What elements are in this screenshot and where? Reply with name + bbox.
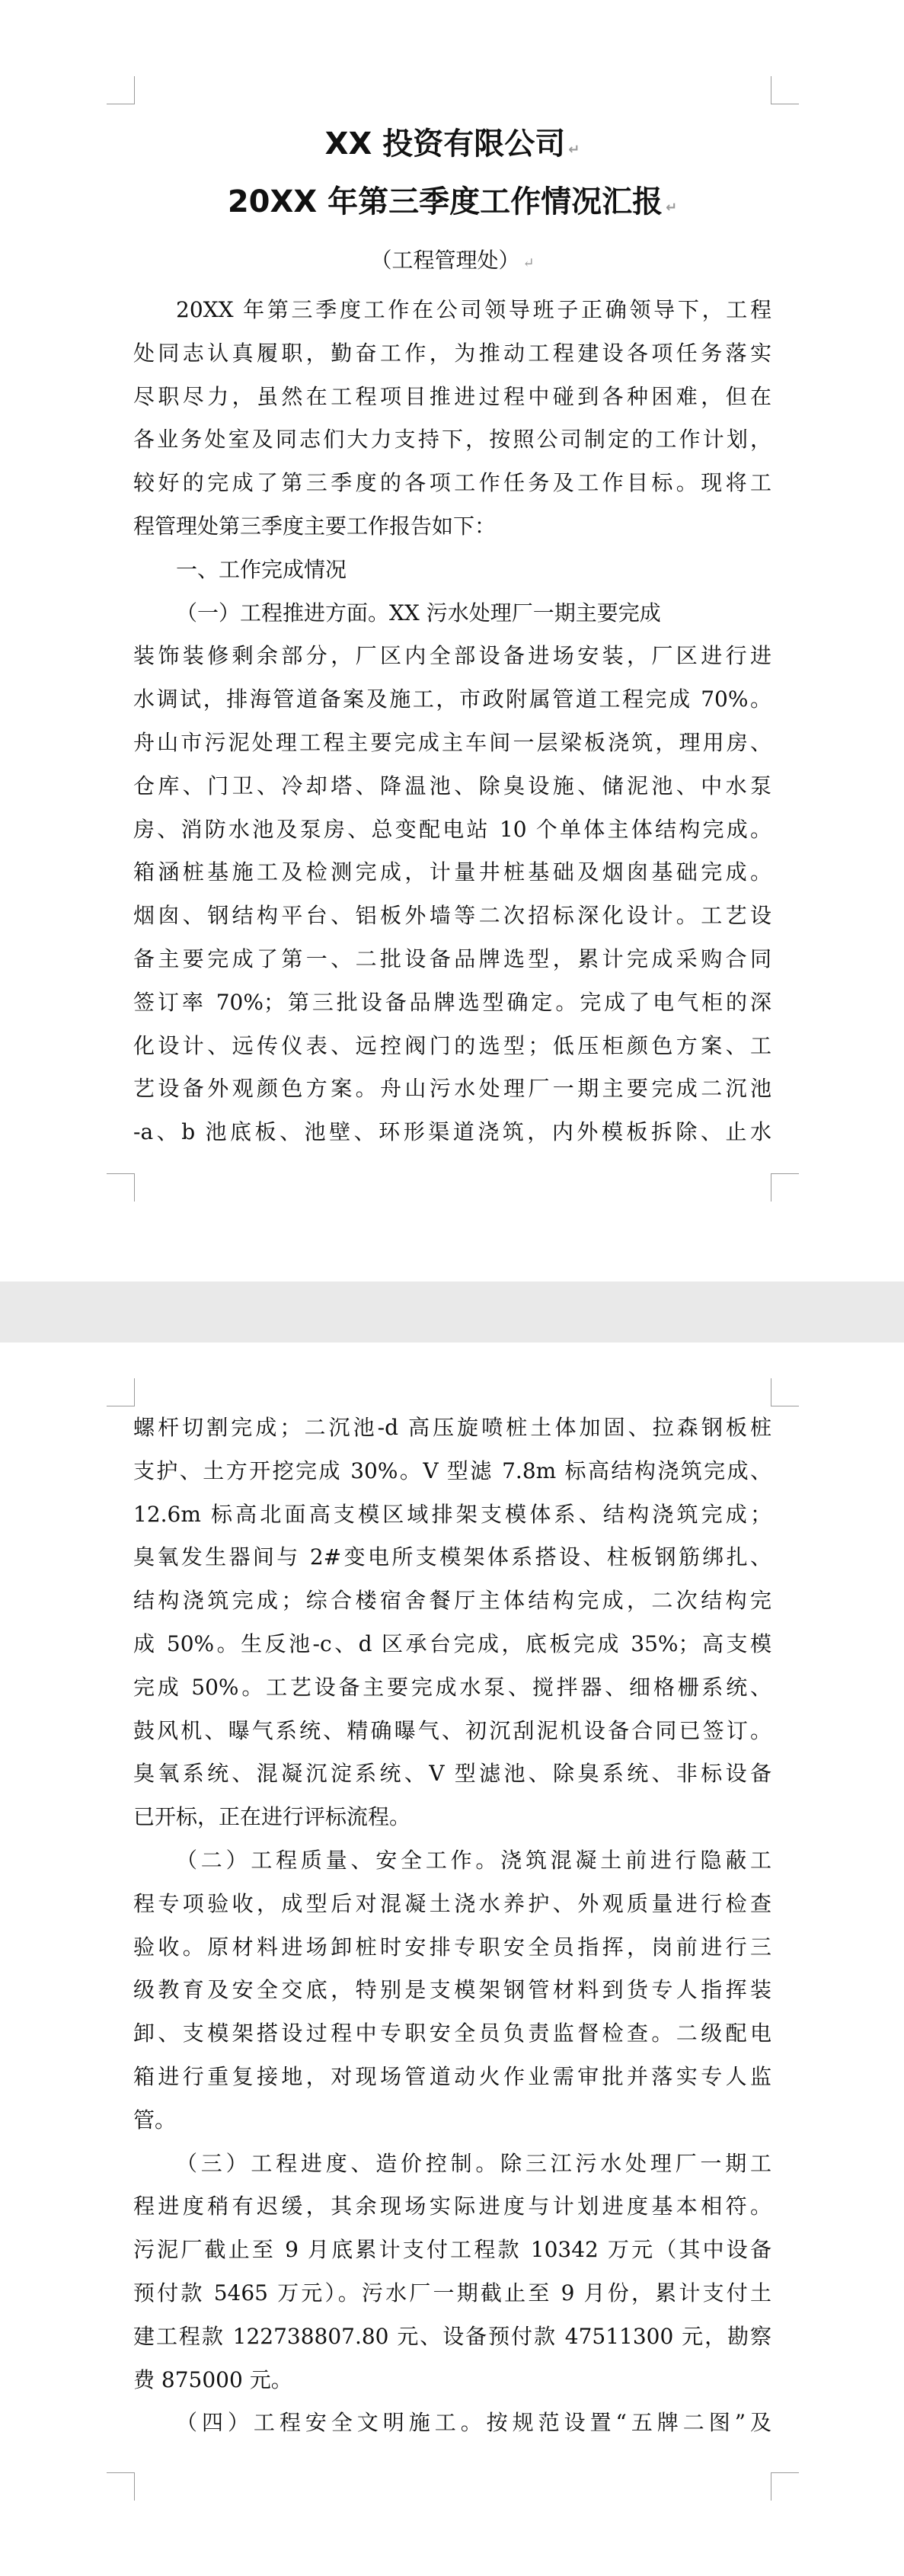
margin-corner-mark [107,76,135,104]
document-title: XX 投资有限公司 ↵ [324,126,580,162]
text-line: 仓库、门卫、冷却塔、降温池、除臭设施、储泥池、中水泵 [133,773,771,798]
text-line: 管。 [133,2107,177,2133]
margin-corner-mark [771,1378,799,1406]
text-line: 备主要完成了第一、二批设备品牌选型，累计完成采购合同 [133,946,771,971]
text-line: 臭氧发生器间与 2#变电所支模架体系搭设、柱板钢筋绑扎、 [133,1544,771,1570]
text-line: 费 875000 元。 [133,2366,292,2392]
text-line: 预付款 5465 万元）。污水厂一期截止至 9 月份，累计支付土 [133,2280,771,2306]
margin-corner-mark [771,76,799,104]
text-line: 程进度稍有迟缓，其余现场实际进度与计划进度基本相符。 [133,2194,771,2219]
text-line: （一）工程推进方面。XX 污水处理厂一期主要完成 [176,600,661,626]
margin-corner-mark [107,2472,135,2501]
text-line: 处同志认真履职，勤奋工作，为推动工程建设各项任务落实 [133,340,771,366]
body-text-page-2 [133,1406,771,2445]
text-line: 20XX 年第三季度工作在公司领导班子正确领导下，工程 [176,297,771,322]
body-text-page-1 [133,289,771,1154]
text-line: 箱涵桩基施工及检测完成，计量井桩基础及烟囱基础完成。 [133,859,771,885]
title-line-1: XX 投资有限公司 [324,126,566,162]
text-line: -a、b 池底板、池壁、环形渠道浇筑，内外模板拆除、止水 [133,1119,771,1145]
text-line: 已开标，正在进行评标流程。 [133,1804,411,1830]
text-line: 各业务处室及同志们大力支持下，按照公司制定的工作计划， [133,427,771,453]
text-line: 成 50%。生反池-c、d 区承台完成，底板完成 35%；高支模 [133,1630,771,1656]
text-line: 完成 50%。工艺设备主要完成水泵、搅拌器、细格栅系统、 [133,1674,771,1700]
text-line: 支护、土方开挖完成 30%。V 型滤 7.8m 标高结构浇筑完成、 [133,1458,771,1483]
department-label: （工程管理处） ↵ [370,248,535,273]
text-line: 级教育及安全交底，特别是支模架钢管材料到货专人指挥装 [133,1977,771,2003]
text-line: （二）工程质量、安全工作。浇筑混凝土前进行隐蔽工 [176,1847,771,1873]
margin-corner-mark [771,2472,799,2501]
text-line: 化设计、远传仪表、远控阀门的选型；低压柜颜色方案、工 [133,1032,771,1058]
margin-corner-mark [107,1378,135,1406]
text-line: 水调试，排海管道备案及施工，市政附属管道工程完成 70%。 [133,686,771,712]
text-line: 较好的完成了第三季度的各项工作任务及工作目标。现将工 [133,470,771,496]
margin-corner-mark [771,1173,799,1202]
text-line: 舟山市污泥处理工程主要完成主车间一层梁板浇筑，理用房、 [133,729,771,755]
text-line: 螺杆切割完成；二沉池-d 高压旋喷桩土体加固、拉森钢板桩 [133,1415,771,1440]
text-line: 艺设备外观颜色方案。舟山污水处理厂一期主要完成二沉池 [133,1076,771,1102]
page-1-content [133,118,771,1154]
text-line: 程专项验收，成型后对混凝土浇水养护、外观质量进行检查 [133,1890,771,1916]
text-line: 尽职尽力，虽然在工程项目推进过程中碰到各种困难，但在 [133,383,771,409]
document-subtitle-title: 20XX 年第三季度工作情况汇报 ↵ [227,184,678,219]
text-line: 签订率 70%；第三批设备品牌选型确定。完成了电气柜的深 [133,989,771,1015]
text-line: 房、消防水池及泵房、总变配电站 10 个单体主体结构完成。 [133,816,771,842]
text-line: 一、工作完成情况 [176,556,347,582]
text-line: 装饰装修剩余部分，厂区内全部设备进场安装，厂区进行进 [133,643,771,669]
text-line: 程管理处第三季度主要工作报告如下： [133,513,497,539]
text-line: （三）工程进度、造价控制。除三江污水处理厂一期工 [176,2150,771,2176]
text-line: 污泥厂截止至 9 月底累计支付工程款 10342 万元（其中设备 [133,2237,771,2263]
text-line: 臭氧系统、混凝沉淀系统、V 型滤池、除臭系统、非标设备 [133,1761,771,1787]
page-2-content [133,1406,771,2445]
text-line: 验收。原材料进场卸桩时安排专职安全员指挥，岗前进行三 [133,1934,771,1960]
text-line: 卸、支模架搭设过程中专职安全员负责监督检查。二级配电 [133,2021,771,2046]
margin-corner-mark [107,1173,135,1202]
text-line: 结构浇筑完成；综合楼宿舍餐厅主体结构完成，二次结构完 [133,1588,771,1614]
page-gap [0,1282,904,1342]
text-line: 鼓风机、曝气系统、精确曝气、初沉刮泥机设备合同已签订。 [133,1717,771,1743]
text-line: 建工程款 122738807.80 元、设备预付款 47511300 元，勘察 [133,2323,771,2349]
text-line: 箱进行重复接地，对现场管道动火作业需审批并落实专人监 [133,2063,771,2089]
text-line: 烟囱、钢结构平台、铝板外墙等二次招标深化设计。工艺设 [133,903,771,929]
text-line: （四）工程安全文明施工。按规范设置“五牌二图”及 [176,2410,771,2436]
text-line: 12.6m 标高北面高支模区域排架支模体系、结构浇筑完成； [133,1501,771,1527]
title-line-2: 20XX 年第三季度工作情况汇报 [227,184,663,219]
